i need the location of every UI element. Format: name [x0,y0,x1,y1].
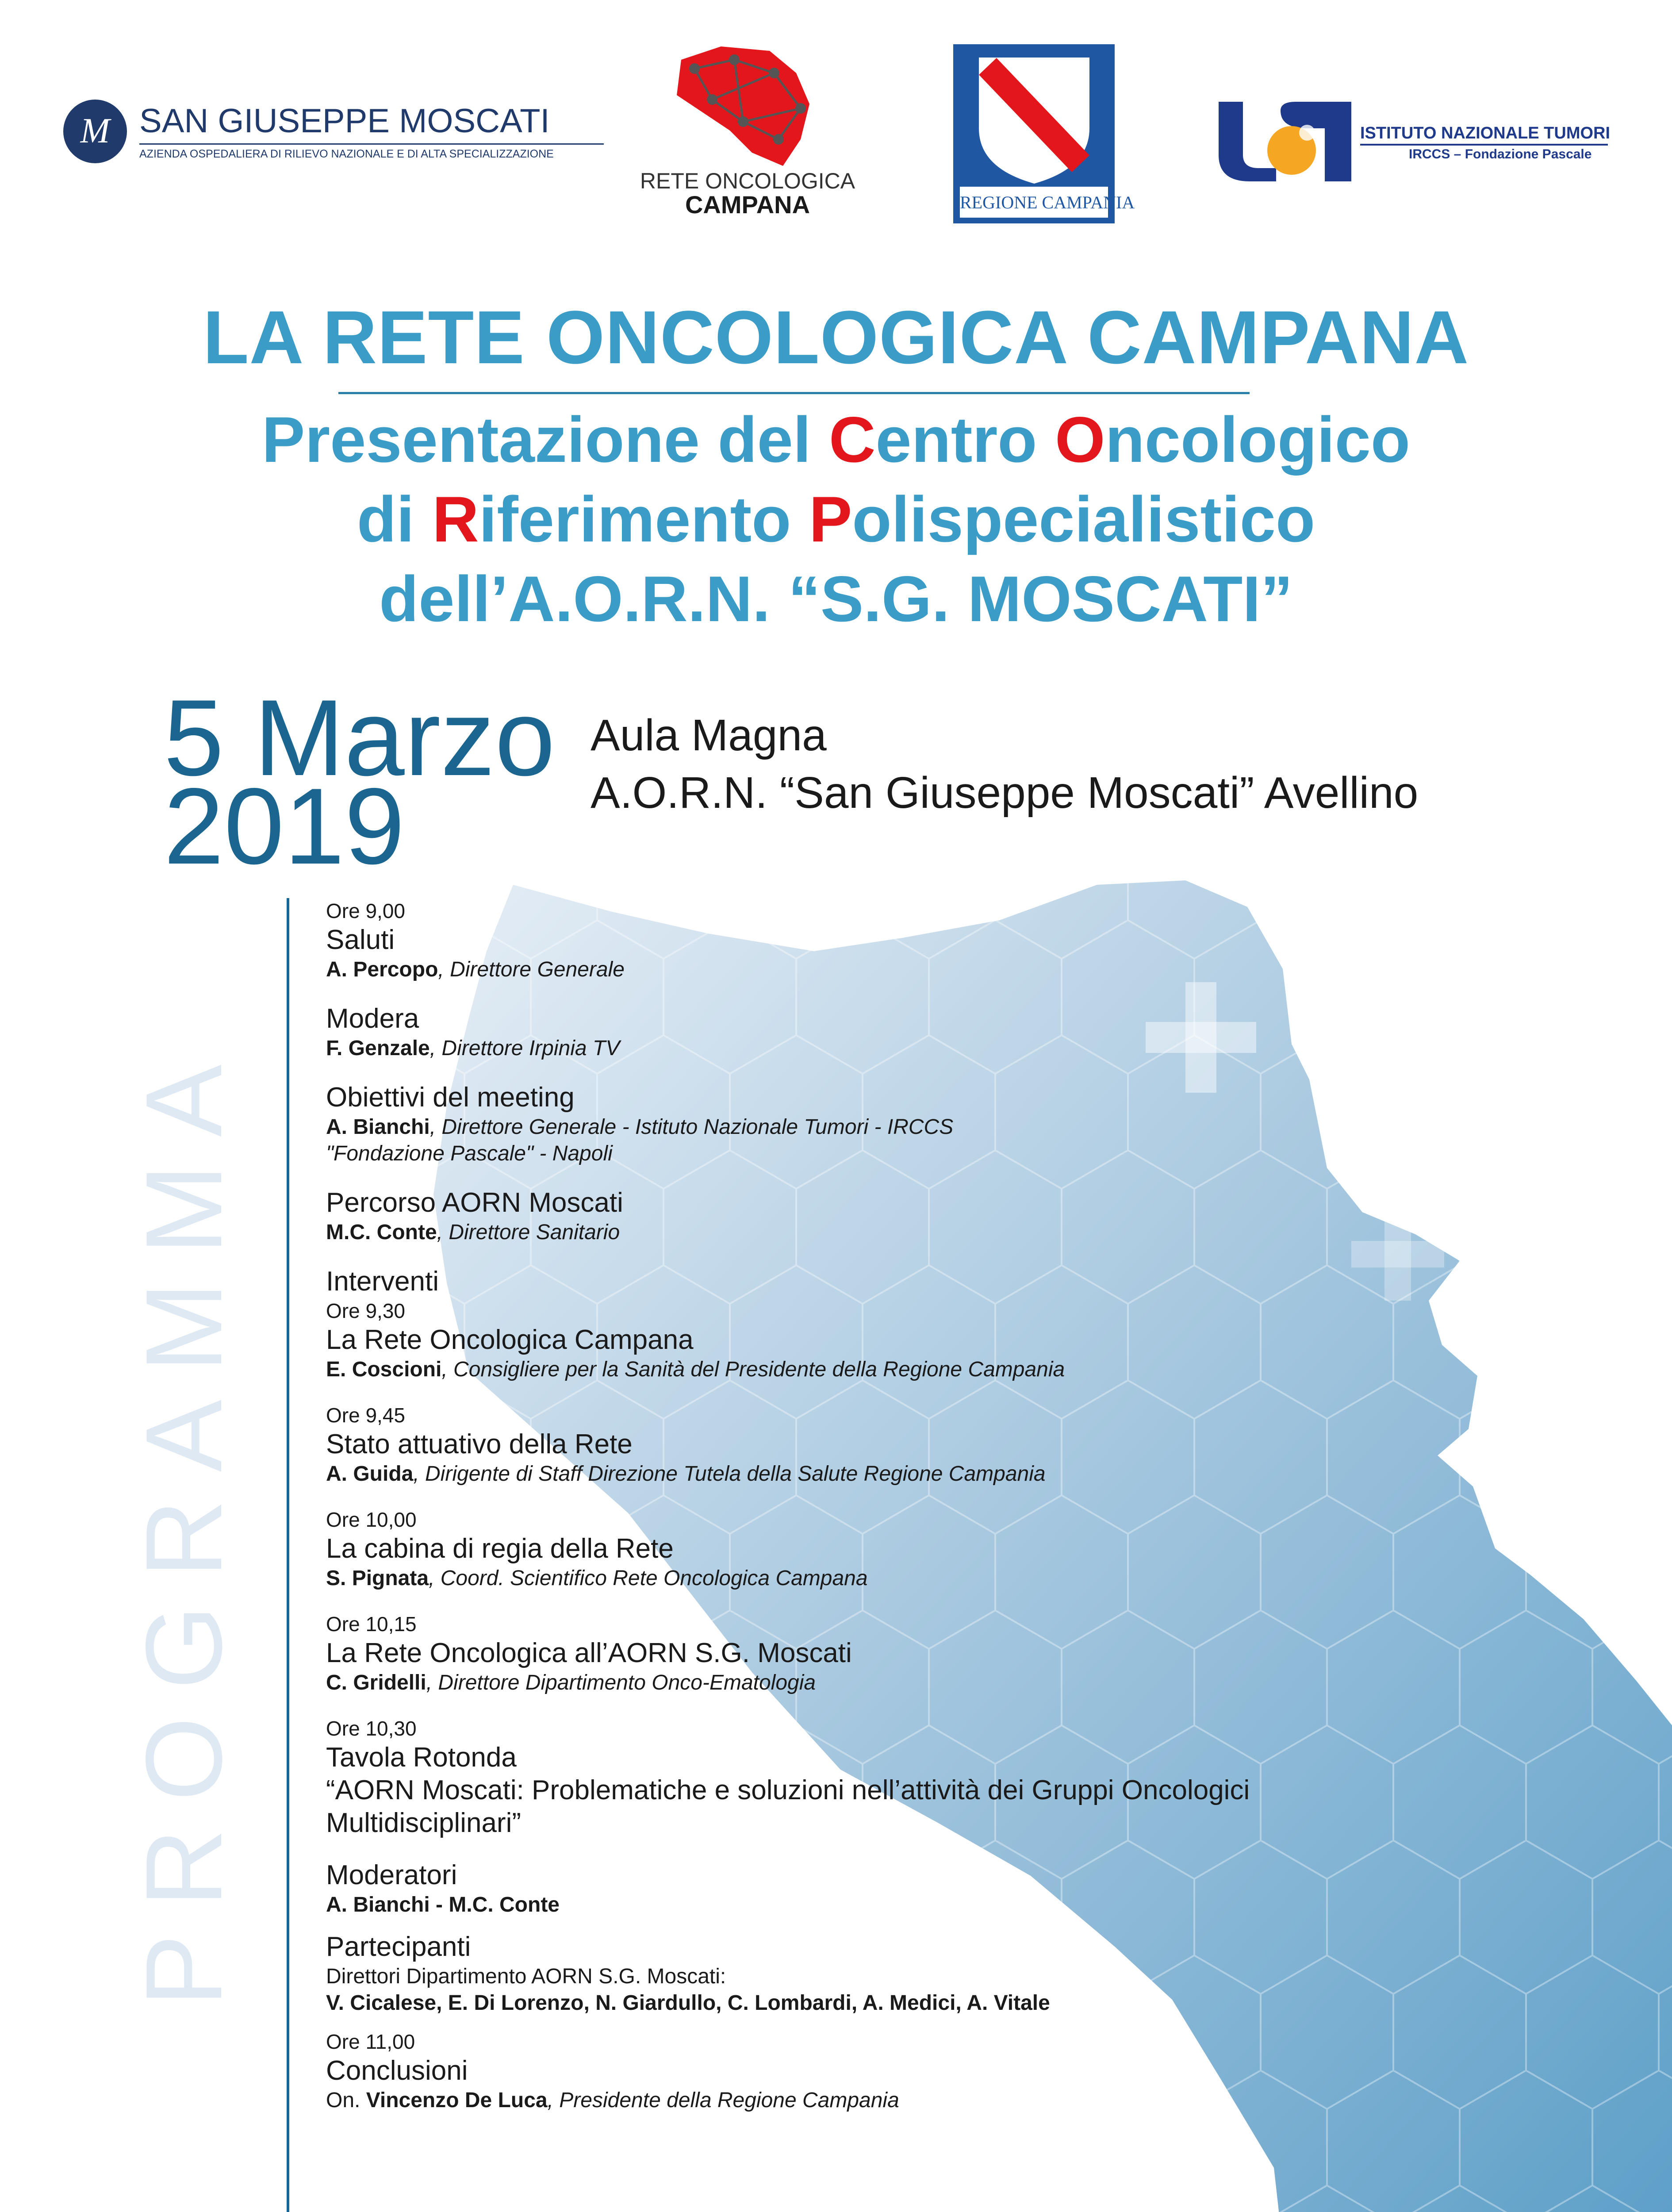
list-item: Ore 10,30 Tavola Rotonda “AORN Moscati: Problematiche e soluzioni nell’attività dei Gruppi Oncologici Multidisciplinari” [326,1717,1250,1838]
rete-logo-line2: CAMPANA [685,191,810,219]
list-item: Ore 9,45 Stato attuativo della Rete A. Guida, Dirigente di Staff Direzione Tutela della Salute Regione Campania [326,1404,1046,1486]
page-title: LA RETE ONCOLOGICA CAMPANA [203,296,1469,380]
regione-shield-icon [974,53,1094,186]
svg-text:PROGRAMMA: PROGRAMMA [123,1037,244,2007]
list-item: Ore 10,15 La Rete Oncologica all’AORN S.G. Moscati C. Gridelli, Direttore Dipartimento Onco-Ematologia [326,1613,852,1694]
campania-network-icon [668,42,827,170]
moscati-mark-icon [62,98,128,165]
moscati-name: SAN GIUSEPPE MOSCATI [139,102,550,140]
int-line1: ISTITUTO NAZIONALE TUMORI [1360,124,1611,142]
list-item: Ore 10,00 La cabina di regia della Rete S. Pignata, Coord. Scientifico Rete Oncologica Campana [326,1508,868,1590]
title-divider [338,392,1250,394]
int-mark-icon [1219,102,1360,181]
list-item: Ore 11,00 Conclusioni On. Vincenzo De Luca, Presidente della Regione Campania [326,2030,899,2112]
list-item: Interventi Ore 9,30 La Rete Oncologica Campana E. Coscioni, Consigliere per la Sanità del Presidente della Regione Campania [326,1266,1065,1381]
svg-text:M: M [80,111,110,150]
logo-regione-campania [953,44,1135,223]
subtitle-line1: Presentazione del Centro Oncologico [261,403,1411,476]
venue-line2: A.O.R.N. “San Giuseppe Moscati” Avellino [591,768,1419,818]
logo-istituto-tumori [1219,102,1611,181]
logo-rete-oncologica [628,42,867,219]
programma-label [123,925,279,2119]
event-date: 5 Marzo [164,677,556,798]
programma-list [326,898,1388,2133]
subtitle-line3: dell’A.O.R.N. “S.G. MOSCATI” [379,563,1293,635]
list-item: Partecipanti Direttori Dipartimento AORN S.G. Moscati: V. Cicalese, E. Di Lorenzo, N. Giardullo, C. Lombardi, A. Medici, A. Vitale [326,1932,1050,2015]
int-line2: IRCCS – Fondazione Pascale [1409,147,1592,161]
regione-label: REGIONE CAMPANIA [960,192,1135,212]
rete-logo-line1: RETE ONCOLOGICA [640,169,855,193]
list-item: Modera F. Genzale, Direttore Irpinia TV [326,1003,620,1060]
list-item: Moderatori A. Bianchi - M.C. Conte [326,1860,560,1916]
venue-line1: Aula Magna [591,710,827,760]
logo-moscati [62,98,554,169]
programma-divider [287,898,289,2212]
list-item: Ore 9,00 Saluti A. Percopo, Direttore Generale [326,899,625,981]
moscati-subtitle: AZIENDA OSPEDALIERA DI RILIEVO NAZIONALE E DI ALTA SPECIALIZZAZIONE [139,148,554,160]
list-item: Obiettivi del meeting A. Bianchi, Direttore Generale - Istituto Nazionale Tumori - IRCCS "Fondazione Pascale" - Napoli [326,1082,954,1165]
event-year: 2019 [164,765,405,887]
subtitle-line2: di Riferimento Polispecialistico [357,483,1315,555]
list-item: Percorso AORN Moscati M.C. Conte, Direttore Sanitario [326,1187,623,1244]
